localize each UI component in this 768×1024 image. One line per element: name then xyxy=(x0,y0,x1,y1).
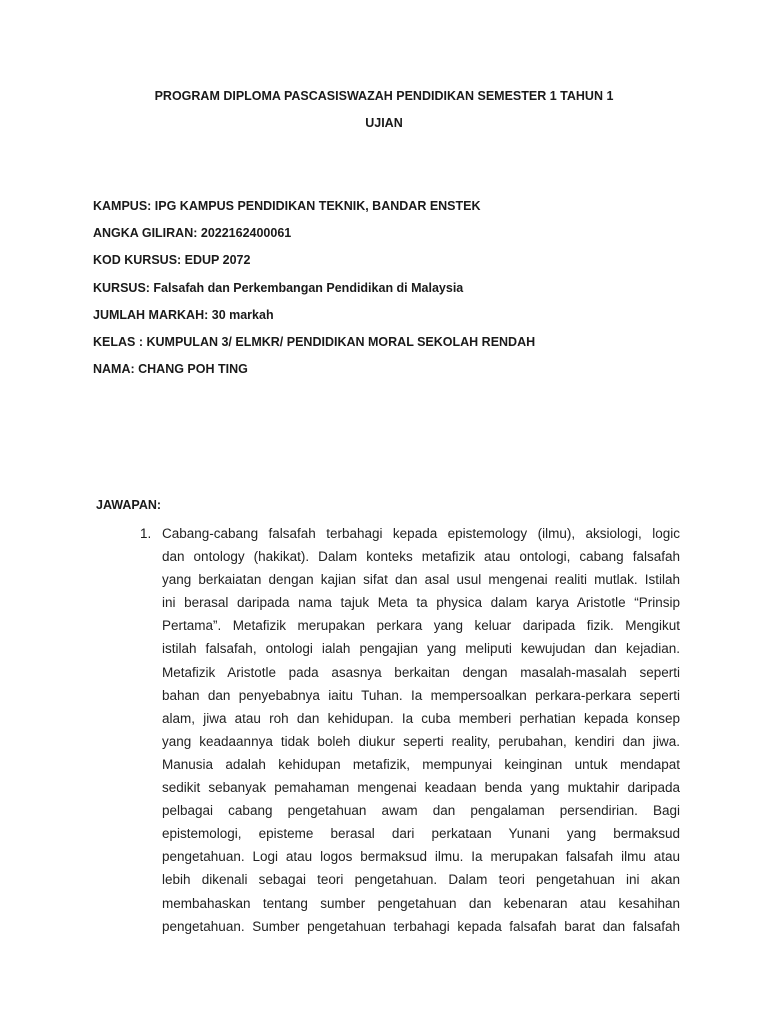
answer-line: pengetahuan. Sumber pengetahuan terbahagi kepada falsafah barat dan falsafah xyxy=(162,918,680,934)
info-course-code: KOD KURSUS: EDUP 2072 xyxy=(93,253,251,268)
answer-paragraph xyxy=(162,522,680,938)
exam-heading: UJIAN xyxy=(365,116,403,130)
info-total-marks: JUMLAH MARKAH: 30 markah xyxy=(93,307,274,322)
info-class: KELAS : KUMPULAN 3/ ELMKR/ PENDIDIKAN MORAL SEKOLAH RENDAH xyxy=(93,334,536,349)
answer-line: yang keadaannya tidak boleh diukur seperti reality, perubahan, kendiri dan jiwa. xyxy=(162,733,680,749)
answer-line: yang berkaiatan dengan kajian sifat dan asal usul mengenai realiti mutlak. Istilah xyxy=(162,572,680,588)
answer-line: ini berasal daripada nama tajuk Meta ta physica dalam karya Aristotle “Prinsip xyxy=(162,595,680,611)
answer-line: membahaskan tentang sumber pengetahuan dan kebenaran atau kesahihan xyxy=(162,895,680,911)
info-campus: KAMPUS: IPG KAMPUS PENDIDIKAN TEKNIK, BANDAR ENSTEK xyxy=(93,199,481,213)
answer-line: bahan dan penyebabnya iaitu Tuhan. Ia mempersoalkan perkara-perkara seperti xyxy=(162,687,680,703)
answer-title: JAWAPAN: xyxy=(96,498,162,512)
answer-line: Manusia adalah kehidupan metafizik, mempunyai keinginan untuk mendapat xyxy=(162,756,680,772)
info-name: NAMA: CHANG POH TING xyxy=(93,362,248,377)
answer-line: Metafizik Aristotle pada asasnya berkaitan dengan masalah-masalah seperti xyxy=(162,664,680,680)
answer-line: Pertama”. Metafizik merupakan perkara yang keluar daripada fizik. Mengikut xyxy=(162,618,680,634)
answer-line: lebih dikenali sebagai teori pengetahuan. Dalam teori pengetahuan ini akan xyxy=(162,872,680,888)
student-info-list xyxy=(93,198,535,388)
info-index-number: ANGKA GILIRAN: 2022162400061 xyxy=(93,226,292,241)
answer-line: Cabang-cabang falsafah terbahagi kepada epistemology (ilmu), aksiologi, logic xyxy=(162,526,680,541)
answer-line: istilah falsafah, ontologi ialah pengajian yang meliputi kewujudan dan kejadian. xyxy=(162,641,680,657)
answer-line: alam, jiwa atau roh dan kehidupan. Ia cuba memberi perhatian kepada konsep xyxy=(162,710,680,726)
answer-line: pengetahuan. Logi atau logos bermaksud ilmu. Ia merupakan falsafah ilmu atau xyxy=(162,849,680,865)
answer-line: epistemologi, episteme berasal dari perkataan Yunani yang bermaksud xyxy=(162,826,680,842)
answer-number: 1. xyxy=(140,526,152,541)
program-heading: PROGRAM DIPLOMA PASCASISWAZAH PENDIDIKAN SEMESTER 1 TAHUN 1 xyxy=(154,89,614,103)
answer-line: pelbagai cabang pengetahuan awam dan pengalaman persendirian. Bagi xyxy=(162,803,680,819)
info-course-name: KURSUS: Falsafah dan Perkembangan Pendidikan di Malaysia xyxy=(93,280,464,295)
answer-line: sedikit sebanyak pemahaman mengenai keadaan benda yang muktahir daripada xyxy=(162,780,680,796)
answer-line: dan ontology (hakikat). Dalam konteks metafizik atau ontologi, cabang falsafah xyxy=(162,549,680,565)
